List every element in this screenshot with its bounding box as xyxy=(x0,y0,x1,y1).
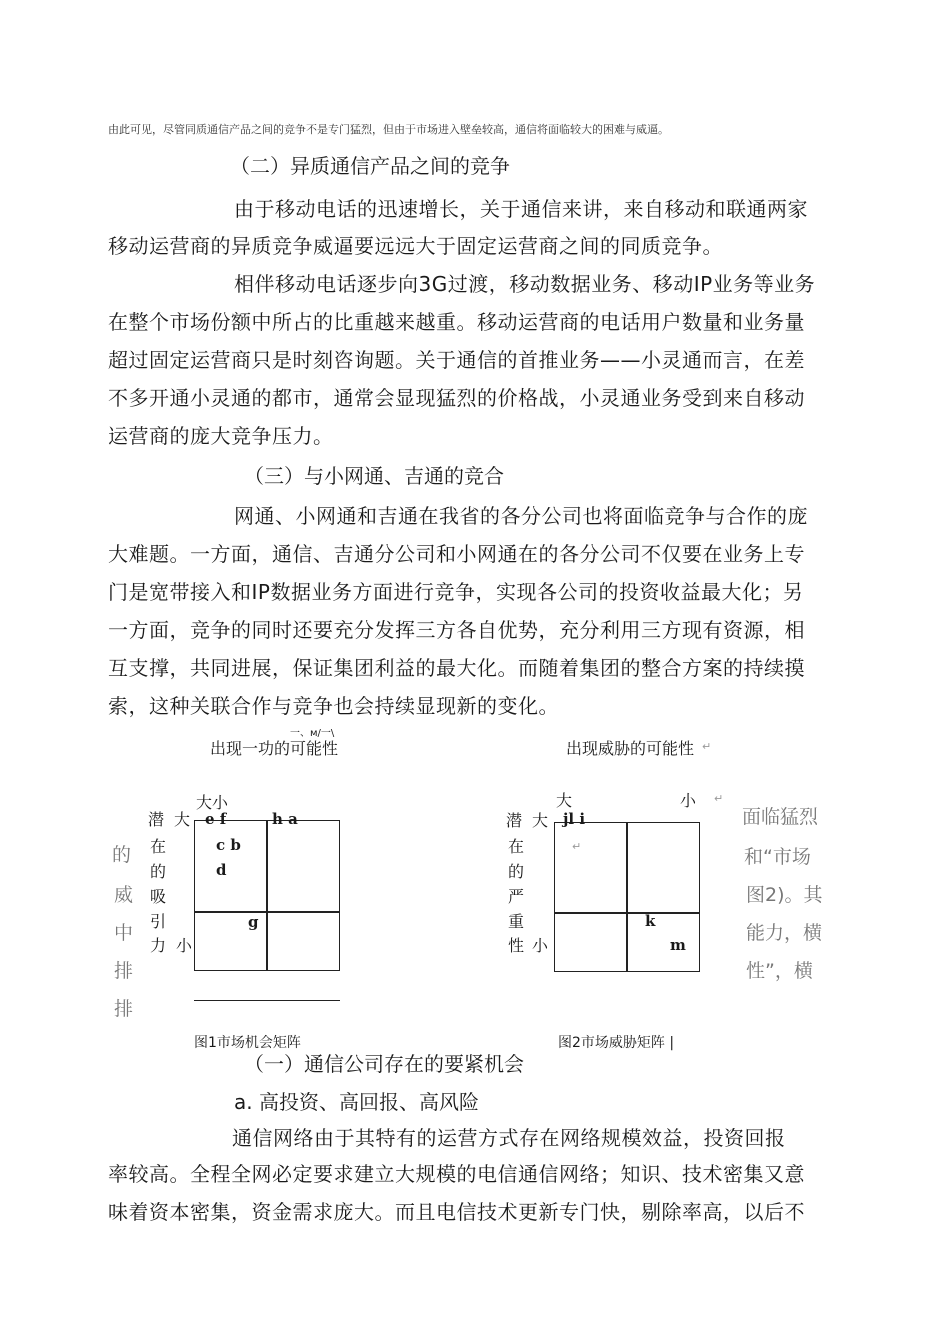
figure-1-axis-left-4: 吸 xyxy=(150,887,167,906)
section-3-line4: 一方面，竞争的同时还要充分发挥三方各自优势，充分利用三方现有资源，相 xyxy=(108,618,805,642)
section-3-heading: （三）与小网通、吉通的竞合 xyxy=(244,464,504,488)
overlap-right-3: 图2)。其 xyxy=(746,884,823,906)
section-2-para2-line3: 超过固定运营商只是时刻咨询题。关于通信的首推业务——小灵通而言，在差 xyxy=(108,348,805,372)
figure-1-letter-d: d xyxy=(216,861,227,879)
figure-1-letters-ha: h a xyxy=(272,810,298,828)
section-3-line6: 索，这种关联合作与竞争也会持续显现新的变化。 xyxy=(108,694,559,718)
section-2-para2-line5: 运营商的庞大竞争压力。 xyxy=(108,424,334,448)
opportunity-line1: 通信网络由于其特有的运营方式存在网络规模效益，投资回报 xyxy=(232,1126,786,1150)
figure-1-base-line xyxy=(194,1000,340,1001)
overlap-right-2: 和“市场 xyxy=(744,846,811,868)
section-2-para2-line1: 相伴移动电话逐步向3G过渡，移动数据业务、移动IP业务等业务 xyxy=(234,272,816,296)
section-2-para2-line2: 在整个市场份额中所占的比重越来越重。移动运营商的电话用户数量和业务量 xyxy=(108,310,805,334)
figure-2-axis-small: 小 xyxy=(680,791,697,810)
figure-1-scribble: 一、м/一\ xyxy=(290,728,335,739)
figure-2-top-mark: ↵ xyxy=(702,740,712,753)
figure-2-axis-big: 大 xyxy=(556,791,573,810)
intro-line: 由此可见，尽管同质通信产品之间的竞争不是专门猛烈，但由于市场进入壁垒较高，通信将面临较大的困难与威逼。 xyxy=(108,123,669,136)
figure-2-cell-tl xyxy=(554,822,628,914)
figure-1-cell-tr xyxy=(266,820,340,913)
section-3-line2: 大难题。一方面，通信、吉通分公司和小网通在的各分公司不仅要在业务上专 xyxy=(108,542,805,566)
figure-2-axis-left-big: 大 xyxy=(532,811,549,830)
figure-1-cell-tl xyxy=(194,820,268,913)
figure-1-caption: 图1市场机会矩阵 xyxy=(194,1035,301,1051)
figure-2-axis-mark: ↵ xyxy=(714,792,724,805)
figure-1-axis-left-small: 小 xyxy=(176,936,193,955)
section-2-heading: （二）异质通信产品之间的竞争 xyxy=(230,154,510,178)
figure-1-cell-br xyxy=(266,911,340,971)
figure-2-cell-tr xyxy=(626,822,700,914)
figure-2-letter-m: m xyxy=(670,936,686,954)
section-3-line5: 互支撑，共同进展，保证集团利益的最大化。而随着集团的整合方案的持续摸 xyxy=(108,656,805,680)
opportunity-heading: （一）通信公司存在的要紧机会 xyxy=(244,1052,524,1076)
overlap-left-2: 威 xyxy=(114,884,134,906)
figure-1-letters-cb: c b xyxy=(216,836,241,854)
figure-2-letters-jli: jl i xyxy=(563,810,586,828)
overlap-left-5: 排 xyxy=(114,998,134,1020)
figure-2-cell-bl xyxy=(554,912,628,972)
figure-1-letters-ef: e f xyxy=(205,810,227,828)
figure-2-letter-k: k xyxy=(645,912,656,930)
figure-1-letter-g: g xyxy=(248,913,259,931)
figure-2-caption: 图2市场威胁矩阵 | xyxy=(558,1035,675,1051)
figure-2-axis-left-3: 的 xyxy=(508,862,525,881)
figure-1-axis-left-5: 引 xyxy=(150,912,167,931)
figure-1-top-label: 出现一功的可能性 xyxy=(210,739,339,758)
overlap-right-4: 能力，横 xyxy=(746,922,823,944)
overlap-left-1: 的 xyxy=(112,844,132,866)
section-3-line1: 网通、小网通和吉通在我省的各分公司也将面临竞争与合作的庞 xyxy=(234,504,808,528)
opportunity-line2: 率较高。全程全网必定要求建立大规模的电信通信网络；知识、技术密集又意 xyxy=(108,1162,805,1186)
figure-2-cell-mark: ↵ xyxy=(572,840,582,853)
overlap-right-1: 面临猛烈 xyxy=(742,806,819,828)
figure-2-cell-br xyxy=(626,912,700,972)
figure-2-axis-left-6: 性 xyxy=(508,936,525,955)
figure-1-axis-left-2: 在 xyxy=(150,837,167,856)
figure-1-axis-left-3: 的 xyxy=(150,862,167,881)
figure-2-axis-left-1: 潜 xyxy=(506,811,523,830)
figure-1-axis-left-6: 力 xyxy=(150,936,167,955)
figure-1-axis-left-1: 潜 xyxy=(148,810,165,829)
opportunity-line3: 味着资本密集，资金需求庞大。而且电信技术更新专门快，剔除率高，以后不 xyxy=(108,1200,805,1224)
figure-2-axis-left-4: 严 xyxy=(508,887,525,906)
figure-2-top-label: 出现威胁的可能性 xyxy=(566,739,695,758)
figure-2-axis-left-5: 重 xyxy=(508,912,525,931)
section-2-para1-line2: 移动运营商的异质竞争威逼要远远大于固定运营商之间的同质竞争。 xyxy=(108,234,723,258)
figure-1-axis-top: 大小 xyxy=(196,793,229,812)
opportunity-subheading: a. 高投资、高回报、高风险 xyxy=(234,1090,479,1114)
overlap-left-3: 中 xyxy=(114,922,134,944)
overlap-left-4: 排 xyxy=(114,960,134,982)
figure-2-axis-left-small: 小 xyxy=(532,936,549,955)
section-2-para1-line1: 由于移动电话的迅速增长，关于通信来讲，来自移动和联通两家 xyxy=(234,197,808,221)
section-2-para2-line4: 不多开通小灵通的都市，通常会显现猛烈的价格战，小灵通业务受到来自移动 xyxy=(108,386,805,410)
figure-1-axis-left-big: 大 xyxy=(174,810,191,829)
overlap-right-5: 性”，横 xyxy=(746,960,813,982)
figure-2-axis-left-2: 在 xyxy=(508,837,525,856)
section-3-line3: 门是宽带接入和IP数据业务方面进行竞争，实现各公司的投资收益最大化；另 xyxy=(108,580,804,604)
